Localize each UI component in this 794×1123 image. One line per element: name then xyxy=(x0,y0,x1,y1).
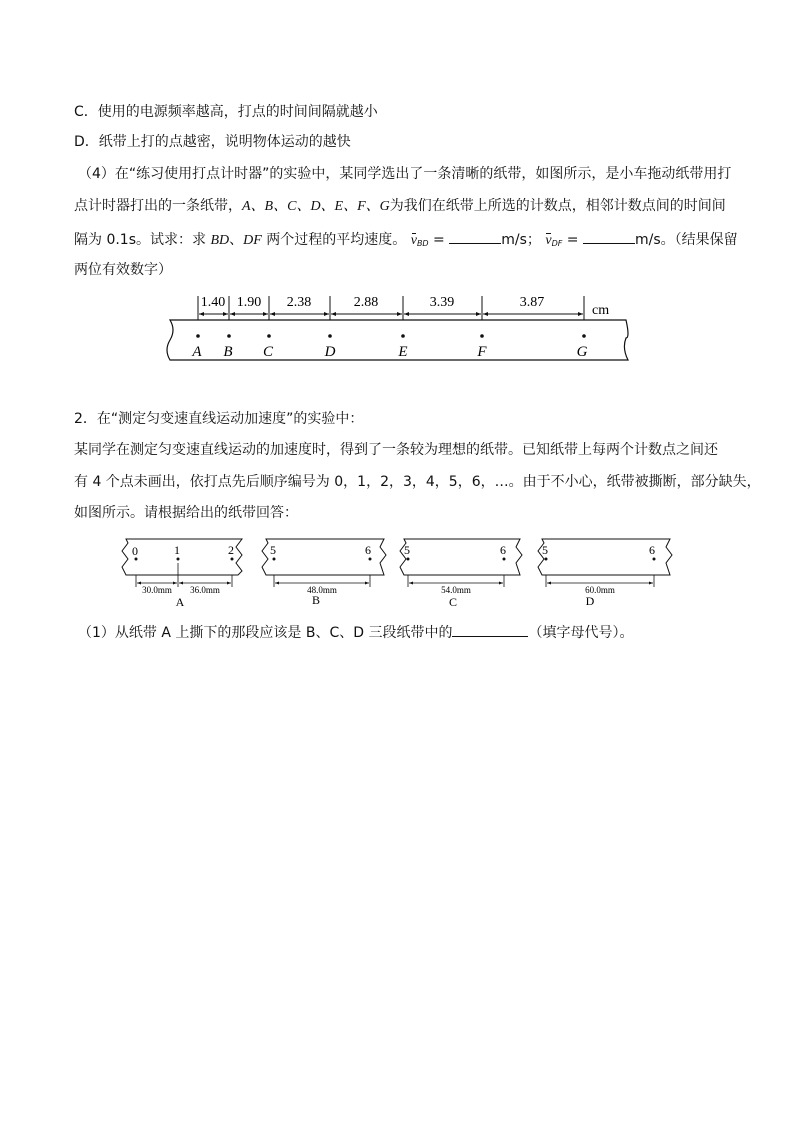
point-label: G xyxy=(576,344,588,360)
point-label: B xyxy=(223,344,233,360)
segment-label: 3.39 xyxy=(429,295,455,310)
ticker-tape-figure xyxy=(160,290,640,370)
strip-dimension: 30.0mm xyxy=(142,585,172,595)
strip-dimension: 36.0mm xyxy=(190,585,220,595)
strip-point: 1 xyxy=(174,543,180,557)
segment-label: 2.88 xyxy=(353,295,379,310)
strip-a-outline xyxy=(122,539,242,575)
q2-line2: 有 4 个点未画出，依打点先后顺序编号为 0，1，2，3，4，5，6，…。由于不小心，纸带被撕断，部分缺失， xyxy=(74,474,761,490)
point-label: D xyxy=(324,344,336,360)
point-label: F xyxy=(477,344,487,360)
strip-label: D xyxy=(585,594,595,608)
q2-sub1 xyxy=(78,622,633,642)
strip-label: C xyxy=(448,595,458,609)
interval-bd: BD xyxy=(210,233,230,248)
answer-blank-vdf[interactable] xyxy=(583,229,635,244)
strip-point: 5 xyxy=(542,543,548,557)
text: 为我们在纸带上所选的计数点，相邻计数点间的时间间 xyxy=(389,198,726,214)
part4-line3 xyxy=(74,229,738,253)
option-c: C．使用的电源频率越高，打点的时间间隔就越小 xyxy=(74,104,378,120)
part4-line2 xyxy=(74,197,726,216)
unit-label: cm xyxy=(592,303,610,318)
strip-dimension: 48.0mm xyxy=(307,585,337,595)
strip-point: 2 xyxy=(228,543,234,557)
strip-point: 5 xyxy=(404,543,410,557)
strip-point: 6 xyxy=(649,543,655,557)
strip-dimension: 60.0mm xyxy=(585,585,615,595)
segment-label: 1.90 xyxy=(236,295,262,310)
part4-line4: 两位有效数字） xyxy=(74,262,172,278)
point-label: C xyxy=(262,344,274,360)
option-d: D．纸带上打的点越密，说明物体运动的越快 xyxy=(74,134,351,150)
text: （1）从纸带 A 上撕下的那段应该是 B、C、D 三段纸带中的 xyxy=(78,625,453,641)
equals: = xyxy=(562,232,583,248)
strip-point: 0 xyxy=(132,544,138,558)
interval-df: DF xyxy=(243,233,262,248)
torn-strips-figure xyxy=(118,535,678,611)
tape-dots xyxy=(196,334,586,338)
q2-title: 2．在“测定匀变速直线运动加速度”的实验中： xyxy=(74,411,364,427)
v-bar-symbol: v xyxy=(410,233,417,248)
part4-line1: （4）在“练习使用打点计时器”的实验中，某同学选出了一条清晰的纸带，如图所示，是小车拖动纸带用打 xyxy=(78,166,732,182)
strip-point: 6 xyxy=(365,543,371,557)
segment-label: 2.38 xyxy=(286,295,312,310)
text: 两个过程的平均速度。 xyxy=(261,232,407,248)
strip-label: B xyxy=(311,593,321,607)
v-bar-symbol: v xyxy=(545,233,552,248)
text: （填字母代号）。 xyxy=(528,625,634,641)
strip-point: 6 xyxy=(500,543,506,557)
q2-line3: 如图所示。请根据给出的纸带回答： xyxy=(74,505,298,521)
text: 点计时器打出的一条纸带， xyxy=(74,198,242,214)
answer-blank-strip[interactable] xyxy=(452,622,528,637)
text: 、 xyxy=(229,232,244,248)
strip-dimension: 54.0mm xyxy=(441,585,471,595)
strip-label: A xyxy=(175,595,185,609)
text: 隔为 0.1s。试求：求 xyxy=(74,232,211,248)
unit: m/s。（结果保留 xyxy=(634,232,738,248)
point-label: A xyxy=(192,344,202,360)
strip-point: 5 xyxy=(270,543,276,557)
q2-line1: 某同学在测定匀变速直线运动的加速度时，得到了一条较为理想的纸带。已知纸带上每两个计数点之间还 xyxy=(74,442,718,458)
subscript-bd: BD xyxy=(416,239,429,248)
equals: = xyxy=(428,232,450,248)
point-letters: A、B、C、D、E、F、G xyxy=(242,199,390,214)
subscript-df: DF xyxy=(551,239,563,248)
unit: m/s； xyxy=(501,232,541,248)
segment-label: 1.40 xyxy=(200,295,226,310)
point-label: E xyxy=(398,344,408,360)
answer-blank-vbd[interactable] xyxy=(449,229,501,244)
segment-label: 3.87 xyxy=(519,295,545,310)
